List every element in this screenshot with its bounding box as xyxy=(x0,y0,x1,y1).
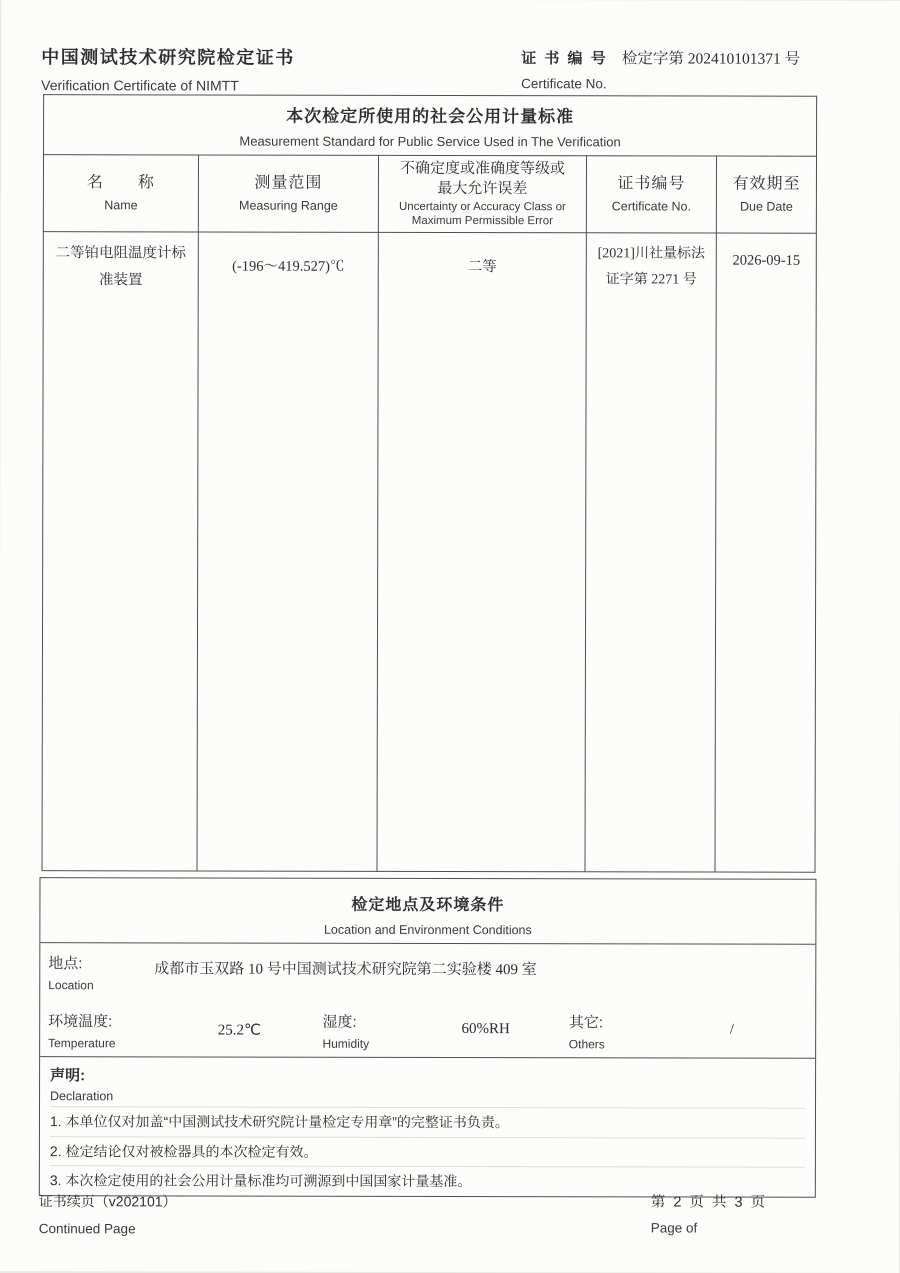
humidity-value: 60%RH xyxy=(461,1021,510,1038)
standard-name-value: 二等铂电阻温度计标准装置 xyxy=(55,245,187,289)
temperature-label xyxy=(48,1010,156,1056)
declaration-item-2: 2. 检定结论仅对被检器具的本次检定有效。 xyxy=(50,1136,805,1167)
others-label xyxy=(569,1011,649,1057)
column-header-cert-no-en: Certificate No. xyxy=(611,199,692,214)
certificate-title-zh: 中国测试技术研究院检定证书 xyxy=(41,47,295,68)
page-number-zh: 第 2 页 共 3 页 xyxy=(650,1194,768,1211)
standards-table-title xyxy=(44,95,817,157)
humidity-label xyxy=(322,1011,402,1057)
certificate-no-label-en: Certificate No. xyxy=(521,76,607,92)
humidity-label-en: Humidity xyxy=(322,1036,370,1051)
standards-table xyxy=(42,94,818,873)
page-number-en: Page of xyxy=(650,1220,698,1236)
location-label xyxy=(48,952,154,1006)
others-label-zh: 其它: xyxy=(568,1014,604,1032)
declaration-section xyxy=(40,1056,815,1196)
declaration-title-zh: 声明: xyxy=(50,1067,86,1085)
column-header-name xyxy=(43,155,198,232)
cell-accuracy-class xyxy=(377,232,586,871)
column-header-uncertainty-en: Uncertainty or Accuracy Class or Maximum Permissible Error xyxy=(398,201,566,228)
column-header-due-date xyxy=(716,156,816,233)
standards-table-title-zh: 本次检定所使用的社会公用计量标准 xyxy=(286,106,575,127)
certificate-no-label-zh: 证 书 编 号 xyxy=(521,50,608,68)
due-date-value: 2026-09-15 xyxy=(732,252,801,269)
certificate-title-en: Verification Certificate of NIMTT xyxy=(41,77,239,94)
others-label-en: Others xyxy=(568,1037,605,1052)
column-header-due-date-en: Due Date xyxy=(739,199,793,215)
certificate-header-left xyxy=(41,43,295,94)
column-header-name-zh: 名 称 xyxy=(86,173,155,191)
cell-measuring-range xyxy=(197,232,378,871)
cell-standard-name xyxy=(42,232,198,871)
column-header-cert-no xyxy=(586,156,716,233)
column-header-range xyxy=(198,155,378,232)
column-header-due-date-zh: 有效期至 xyxy=(732,175,801,193)
standard-cert-no-value: [2021]川社量标法 证字第 2271 号 xyxy=(597,246,705,288)
declaration-item-1: 1. 本单位仅对加盖“中国测试技术研究院计量检定专用章”的完整证书负责。 xyxy=(50,1106,805,1137)
temperature-label-zh: 环境温度: xyxy=(48,1013,113,1031)
location-title-en: Location and Environment Conditions xyxy=(323,922,532,938)
location-section xyxy=(39,877,817,1197)
location-value: 成都市玉双路 10 号中国测试技术研究院第二实验楼 409 室 xyxy=(154,961,537,979)
certificate-header-right xyxy=(521,46,800,92)
cell-standard-cert-no xyxy=(585,233,716,872)
column-header-name-en: Name xyxy=(104,198,138,213)
others-value: / xyxy=(729,1021,735,1038)
standards-table-row xyxy=(42,232,816,873)
location-title-zh: 检定地点及环境条件 xyxy=(351,896,505,915)
certificate-number-line xyxy=(521,46,800,69)
footer-left xyxy=(39,1191,177,1236)
column-header-uncertainty xyxy=(378,155,586,232)
location-label-en: Location xyxy=(48,978,94,993)
column-header-cert-no-zh: 证书编号 xyxy=(617,174,686,193)
location-row xyxy=(40,943,815,1008)
declaration-item-3: 3. 本次检定使用的社会公用计量标准均可溯源到中国国家计量基准。 xyxy=(50,1165,805,1196)
cell-due-date xyxy=(715,233,816,872)
environment-row xyxy=(40,1006,815,1058)
temperature-label-en: Temperature xyxy=(48,1036,116,1051)
footer-right xyxy=(651,1190,767,1235)
continued-page-label-en: Continued Page xyxy=(38,1221,136,1237)
column-header-uncertainty-zh: 不确定度或准确度等级或 最大允许误差 xyxy=(399,160,565,197)
column-header-range-zh: 测量范围 xyxy=(254,174,323,192)
temperature-value: 25.2℃ xyxy=(217,1022,261,1039)
location-section-title xyxy=(40,878,815,945)
location-label-zh: 地点: xyxy=(48,955,83,973)
declaration-title-en: Declaration xyxy=(50,1089,114,1104)
measuring-range-value: (-196～419.527)℃ xyxy=(232,258,345,275)
column-header-range-en: Measuring Range xyxy=(239,198,338,214)
certificate-no-value: 检定字第 202410101371 号 xyxy=(621,50,801,68)
standards-table-title-en: Measurement Standard for Public Service Used in The Verification xyxy=(239,133,621,150)
humidity-label-zh: 湿度: xyxy=(322,1013,357,1031)
accuracy-class-value: 二等 xyxy=(467,259,497,276)
continued-page-label-zh: 证书续页（v202101） xyxy=(38,1193,177,1210)
